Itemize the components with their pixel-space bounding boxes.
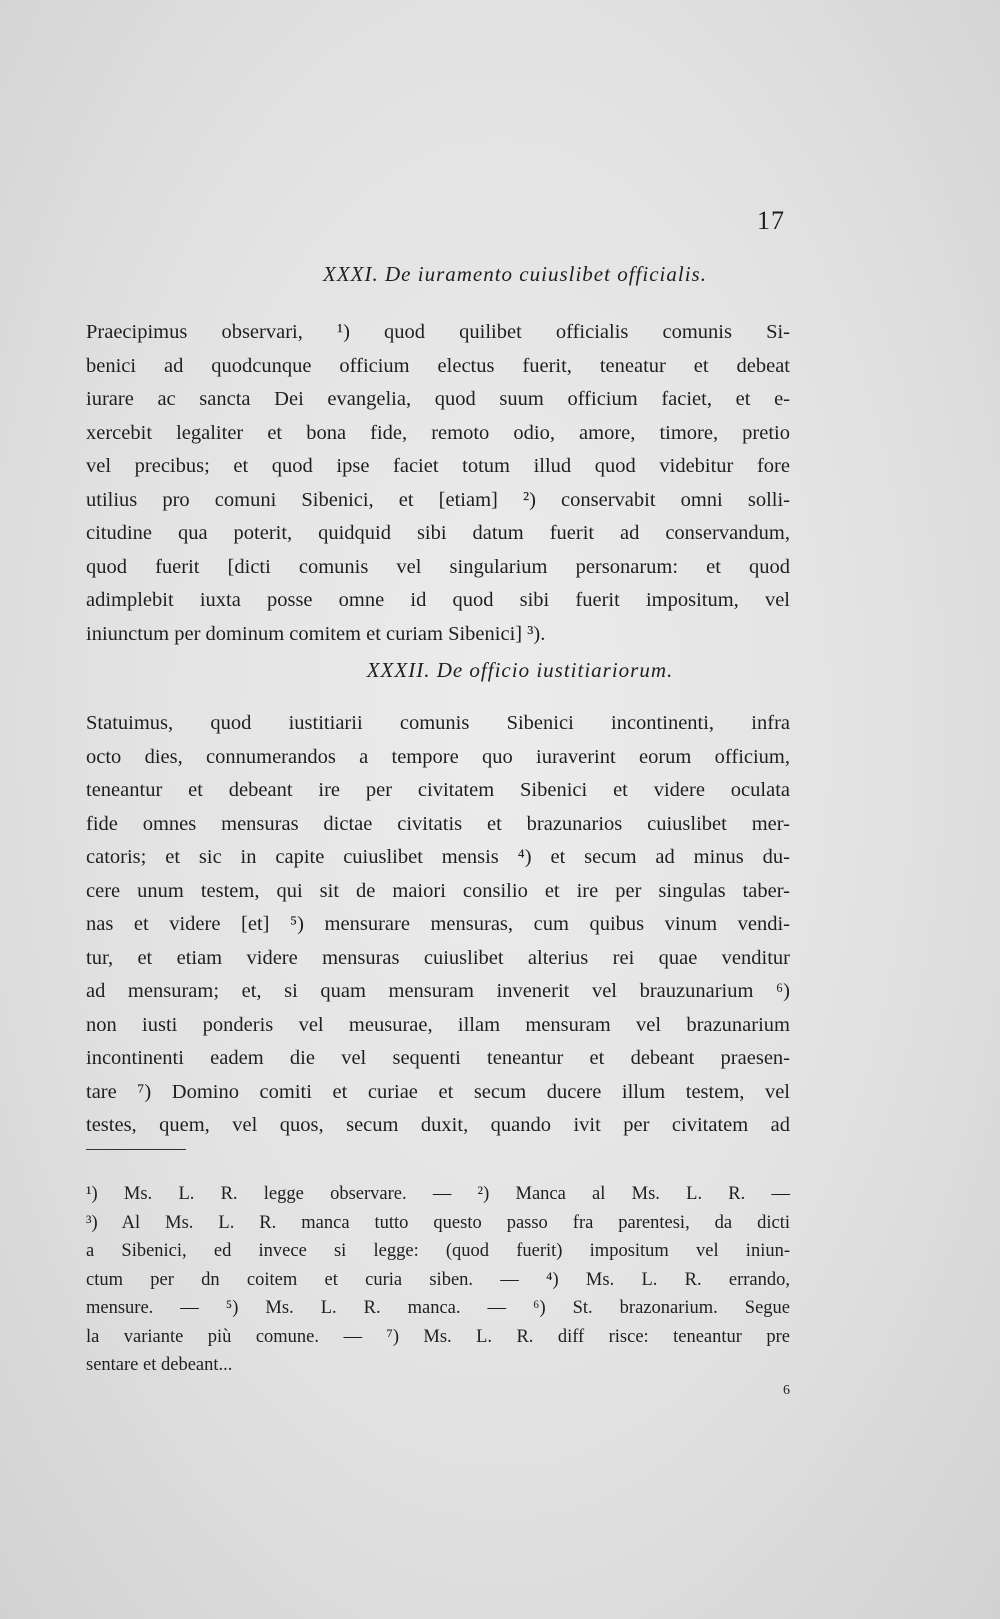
footnote-separator xyxy=(86,1149,186,1150)
text-line: fide omnes mensuras dictae civitatis et brazunarios cuiuslibet mer- xyxy=(86,812,790,835)
text-line: quod fuerit [dicti comunis vel singularium personarum: et quod xyxy=(86,555,790,578)
text-line: catoris; et sic in capite cuiuslibet mensis ⁴) et secum ad minus du- xyxy=(86,846,790,868)
section-heading-31: XXXI. De iuramento cuiuslibet officialis. xyxy=(323,262,707,286)
text-line: tare ⁷) Domino comiti et curiae et secum ducere illum testem, vel xyxy=(86,1080,790,1103)
text-line: Praecipimus observari, ¹) quod quilibet officialis comunis Si- xyxy=(86,321,790,343)
text-line: tur, et etiam videre mensuras cuiuslibet alterius rei quae venditur xyxy=(86,946,790,969)
text-line: Statuimus, quod iustitiarii comunis Sibenici incontinenti, infra xyxy=(86,712,790,734)
text-line: incontinenti eadem die vel sequenti teneantur et debeant praesen- xyxy=(86,1047,790,1069)
text-line: iniunctum per dominum comitem et curiam Sibenici] ³). xyxy=(86,622,546,645)
text-line: nas et videre [et] ⁵) mensurare mensuras, cum quibus vinum vendi- xyxy=(86,913,790,935)
text-line: utilius pro comuni Sibenici, et [etiam] ²) conservabit omni solli- xyxy=(86,488,790,511)
footnote-line: a Sibenici, ed invece si legge: (quod fuerit) impositum vel iniun- xyxy=(86,1241,790,1261)
text-line: adimplebit iuxta posse omne id quod sibi fuerit impositum, vel xyxy=(86,589,790,611)
footnote-line: sentare et debeant... xyxy=(86,1355,233,1375)
text-line: xercebit legaliter et bona fide, remoto odio, amore, timore, pretio xyxy=(86,421,790,444)
signature-mark: 6 xyxy=(783,1383,790,1398)
text-line: non iusti ponderis vel meusurae, illam mensuram vel brazunarium xyxy=(86,1013,790,1036)
text-line: vel precibus; et quod ipse faciet totum illud quod videbitur fore xyxy=(86,455,790,477)
footnote-line: ¹) Ms. L. R. legge observare. — ²) Manca al Ms. L. R. — xyxy=(86,1184,790,1204)
footnote-line: la variante più comune. — ⁷) Ms. L. R. diff risce: teneantur pre xyxy=(86,1326,790,1347)
text-line: ad mensuram; et, si quam mensuram invenerit vel brauzunarium ⁶) xyxy=(86,980,790,1002)
text-line: testes, quem, vel quos, secum duxit, quando ivit per civitatem ad xyxy=(86,1114,790,1136)
paragraph-section-31 xyxy=(86,316,790,651)
text-line: iurare ac sancta Dei evangelia, quod suum officium faciet, et e- xyxy=(86,388,790,410)
text-line: benici ad quodcunque officium electus fuerit, teneatur et debeat xyxy=(86,354,790,377)
text-line: octo dies, connumerandos a tempore quo iuraverint eorum officium, xyxy=(86,745,790,768)
text-line: teneantur et debeant ire per civitatem Sibenici et videre oculata xyxy=(86,779,790,801)
text-line: cere unum testem, qui sit de maiori consilio et ire per singulas taber- xyxy=(86,879,790,902)
paragraph-section-32 xyxy=(86,707,790,1143)
footnotes xyxy=(86,1180,790,1380)
text-line: citudine qua poterit, quidquid sibi datum fuerit ad conservandum, xyxy=(86,522,790,544)
section-heading-32: XXXII. De officio iustitiariorum. xyxy=(366,658,674,682)
page-number: 17 xyxy=(757,206,785,235)
footnote-line: mensure. — ⁵) Ms. L. R. manca. — ⁶) St. brazonarium. Segue xyxy=(86,1298,790,1318)
footnote-line: ³) Al Ms. L. R. manca tutto questo passo fra parentesi, da dicti xyxy=(86,1212,790,1233)
footnote-line: ctum per dn coitem et curia siben. — ⁴) Ms. L. R. errando, xyxy=(86,1269,790,1290)
